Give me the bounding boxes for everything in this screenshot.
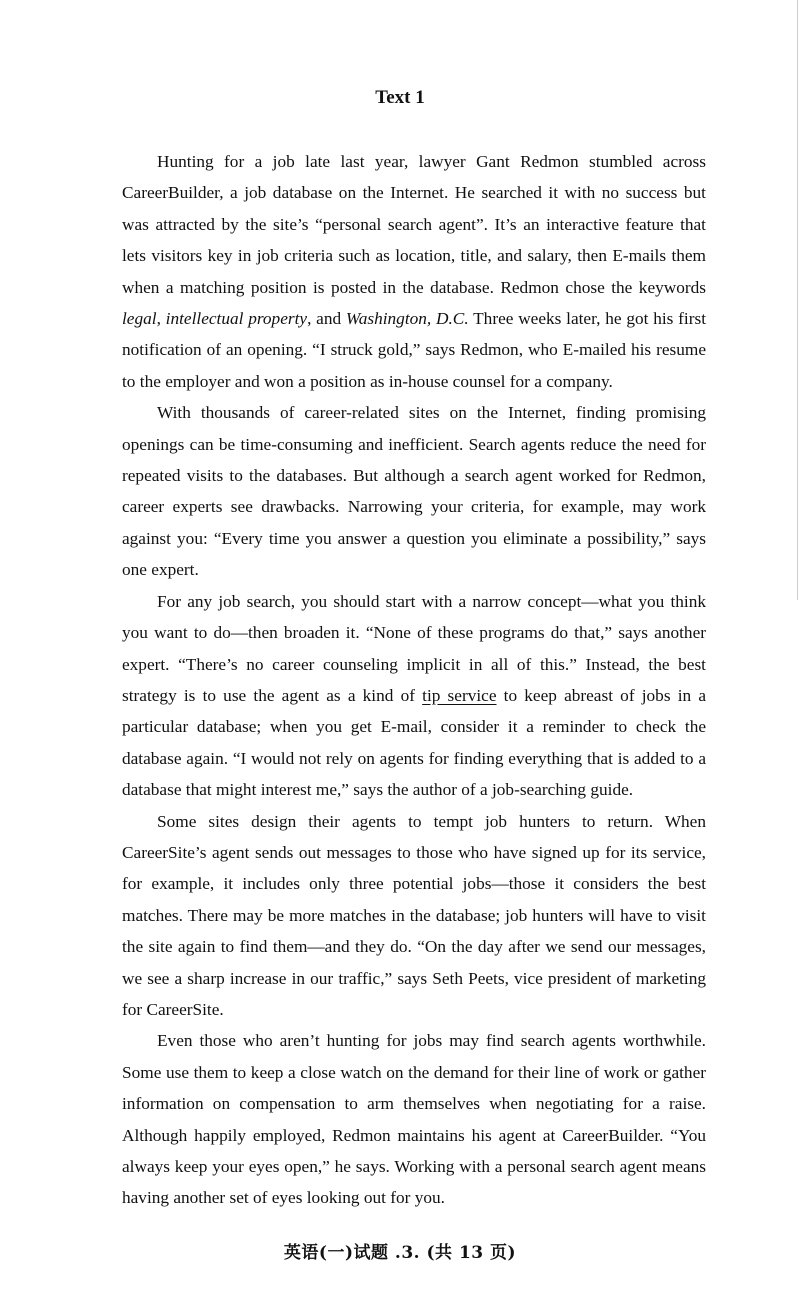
paragraph [122, 146, 706, 397]
text-segment: , [156, 309, 166, 329]
text-segment: Three weeks later, he got his first notification of an opening. “I struck gold,” says Redmon, who E-mailed his resume to the employer and won a position as in-house counsel for a company. [122, 309, 707, 391]
paragraph [122, 806, 706, 1026]
text-segment: With thousands of career-related sites on the Internet, finding promising openings can be time-consuming and inefficient. Search agents reduce the need for repeated visits to the databases. But although a search agent worked for Redmon, career experts see drawbacks. Narrowing your criteria, for example, may work against you: “Every time you answer a question you eliminate a possibility,” says one expert. [122, 403, 706, 580]
page-footer: 英语(一)试题 .3. (共 13 页) [283, 1242, 517, 1263]
paragraph [122, 1025, 706, 1213]
underlined-text: tip service [422, 685, 497, 705]
paragraph [122, 397, 706, 585]
text-segment: For any job search, you should start with a narrow concept—what you think you want to do—then broaden it. “None of these programs do that,” says another expert. “There’s no career counseling implicit in all of this.” Instead, the best strategy is to use the agent as a kind of [122, 591, 706, 705]
text-segment: Even those who aren’t hunting for jobs may find search agents worthwhile. Some use them to keep a close watch on the demand for their line of work or gather information on compensation to arm themselves when negotiating for a raise. Although happily employed, Redmon maintains his agent at CareerBuilder. “You always keep your eyes open,” he says. Working with a personal search agent means having another set of eyes looking out for you. [122, 1031, 706, 1208]
page-title: Text 1 [375, 87, 425, 108]
text-segment: Hunting for a job late last year, lawyer Gant Redmon stumbled across CareerBuilder, a job database on the Internet. He searched it with no success but was attracted by the site’s “personal search agent”. It’s an interactive feature that lets visitors key in job criteria such as location, title, and salary, then E-mails them when a matching position is posted in the database. Redmon chose the keywords [122, 152, 706, 297]
italic-text: legal [122, 309, 157, 329]
italic-text: Washington, D.C. [345, 309, 469, 329]
text-segment: to keep abreast of jobs in a particular database; when you get E-mail, consider it a reminder to check the database again. “I would not rely on agents for finding everything that is added to a database that might interest me,” says the author of a job-searching guide. [122, 685, 707, 800]
italic-text: intellectual property [165, 309, 308, 329]
text-segment: Some sites design their agents to tempt job hunters to return. When CareerSite’s agent sends out messages to those who have signed up for its service, for example, it includes only three potential jobs—those it considers the best matches. There may be more matches in the database; job hunters will have to visit the site again to find them—and they do. “On the day after we send our messages, we see a sharp increase in our traffic,” says Seth Peets, vice president of marketing for CareerSite. [122, 811, 706, 1019]
article-body [122, 146, 706, 1214]
text-segment: , and [307, 309, 346, 329]
scan-edge [797, 0, 798, 600]
paragraph [122, 586, 706, 806]
